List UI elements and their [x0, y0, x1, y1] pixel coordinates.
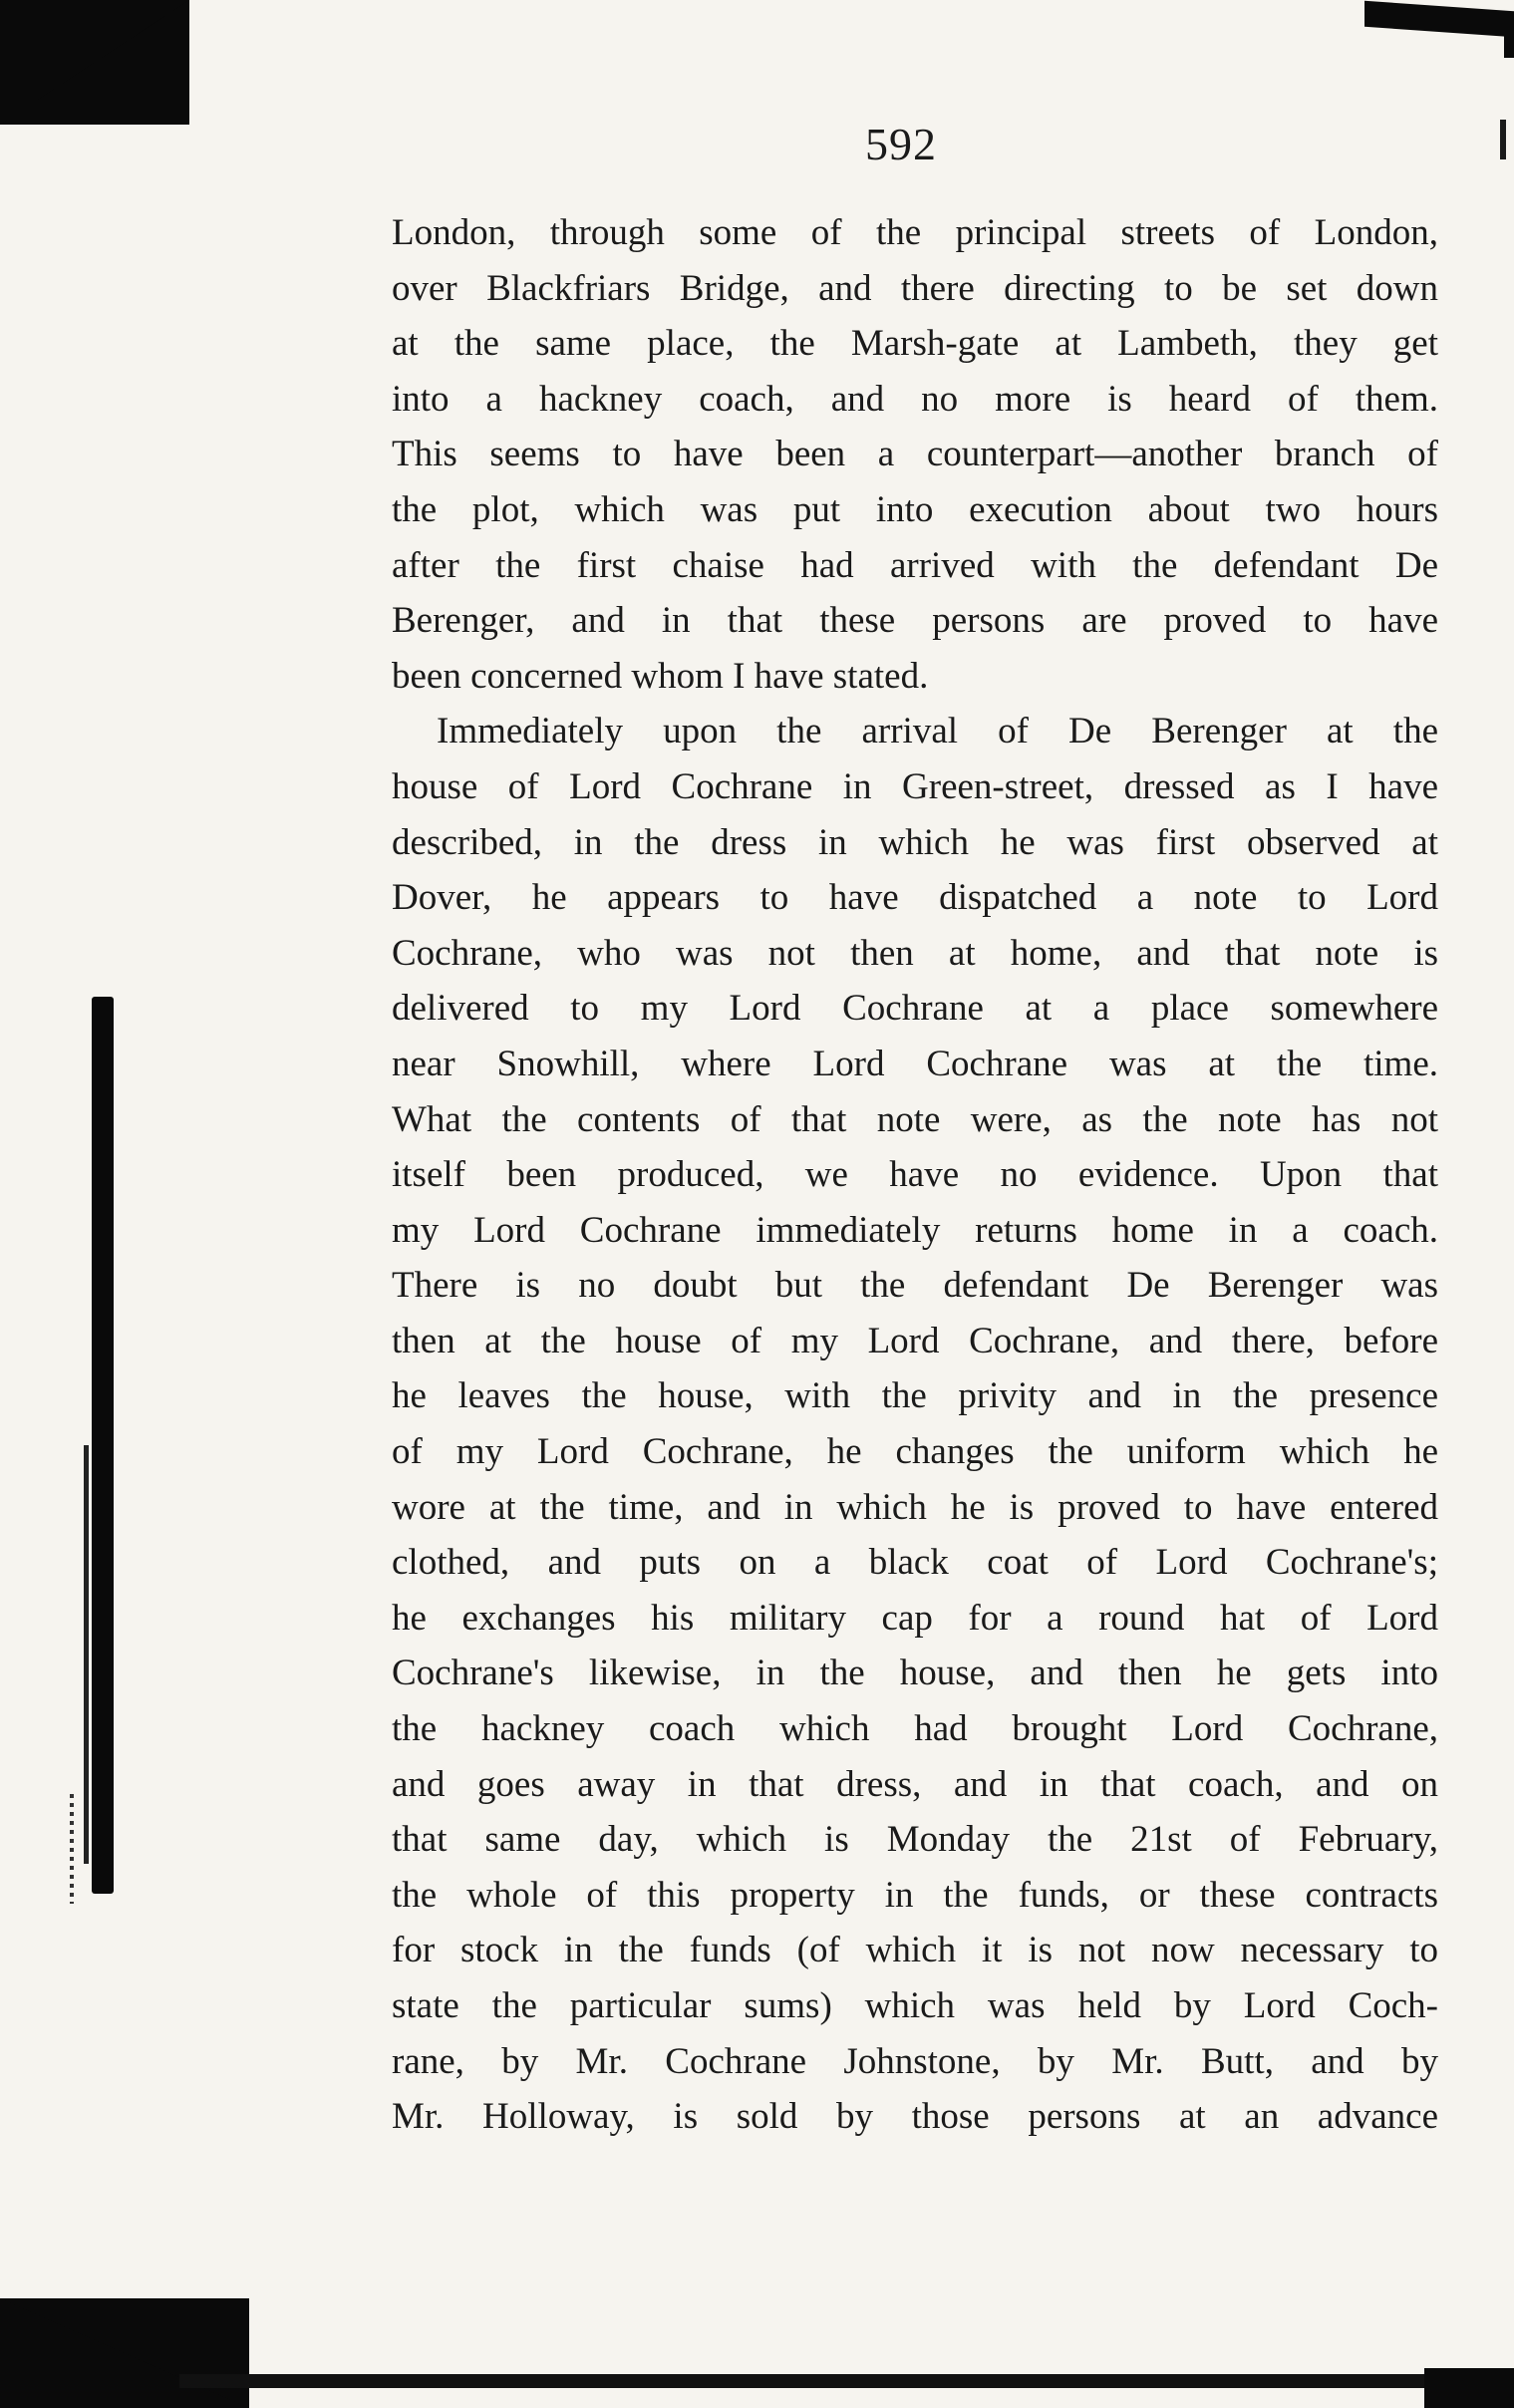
- scan-shadow-top-right-edge: [1504, 18, 1514, 58]
- text-line: house of Lord Cochrane in Green-street, dressed as I have: [392, 765, 1438, 807]
- text-line: clothed, and puts on a black coat of Lord Cochrane's;: [392, 1542, 1438, 1584]
- text-line: Dover, he appears to have dispatched a note to Lord: [392, 877, 1438, 919]
- scan-mark-right-edge: [1500, 120, 1506, 159]
- text-line: he exchanges his military cap for a round hat of Lord: [392, 1597, 1438, 1639]
- text-line: Mr. Holloway, is sold by those persons at an advance: [392, 2096, 1438, 2138]
- text-line: then at the house of my Lord Cochrane, and there, before: [392, 1320, 1438, 1361]
- text-line: delivered to my Lord Cochrane at a place somewhere: [392, 988, 1438, 1030]
- text-line: been concerned whom I have stated.: [392, 655, 929, 697]
- text-line: wore at the time, and in which he is proved to have entered: [392, 1486, 1438, 1528]
- text-line: near Snowhill, where Lord Cochrane was at the time.: [392, 1043, 1438, 1084]
- text-line: my Lord Cochrane immediately returns home in a coach.: [392, 1209, 1438, 1251]
- text-line: and goes away in that dress, and in that coach, and on: [392, 1763, 1438, 1805]
- text-line: There is no doubt but the defendant De Berenger was: [392, 1265, 1438, 1307]
- text-line: Berenger, and in that these persons are proved to have: [392, 600, 1438, 642]
- text-line: after the first chaise had arrived with the defendant De: [392, 544, 1438, 586]
- text-line: rane, by Mr. Cochrane Johnstone, by Mr. Butt, and by: [392, 2040, 1438, 2082]
- text-line: that same day, which is Monday the 21st of February,: [392, 1819, 1438, 1861]
- text-line: itself been produced, we have no evidence. Upon that: [392, 1154, 1438, 1196]
- body-text: [392, 205, 1438, 2145]
- text-line: London, through some of the principal streets of London,: [392, 212, 1438, 253]
- text-line: described, in the dress in which he was first observed at: [392, 821, 1438, 863]
- page-number: 592: [865, 119, 937, 169]
- text-line: the plot, which was put into execution about two hours: [392, 488, 1438, 530]
- text-line: state the particular sums) which was held by Lord Coch-: [392, 1985, 1438, 2026]
- text-line: of my Lord Cochrane, he changes the uniform which he: [392, 1431, 1438, 1473]
- scan-shadow-bottom-right: [1424, 2368, 1514, 2408]
- text-line: This seems to have been a counterpart—another branch of: [392, 434, 1438, 475]
- text-line: he leaves the house, with the privity and in the presence: [392, 1375, 1438, 1417]
- text-line: into a hackney coach, and no more is heard of them.: [392, 378, 1438, 420]
- binding-stitch-marks: [70, 1794, 74, 1904]
- scan-shadow-bottom-left: [0, 2298, 249, 2408]
- text-line: the whole of this property in the funds, or these contracts: [392, 1874, 1438, 1916]
- text-line: at the same place, the Marsh-gate at Lambeth, they get: [392, 323, 1438, 365]
- text-line: the hackney coach which had brought Lord Cochrane,: [392, 1708, 1438, 1750]
- text-line: What the contents of that note were, as the note has not: [392, 1098, 1438, 1140]
- scan-shadow-bottom-edge: [179, 2374, 1514, 2388]
- text-line: for stock in the funds (of which it is not now necessary to: [392, 1930, 1438, 1971]
- scan-shadow-top-left-edge: [0, 0, 38, 120]
- text-line: Cochrane, who was not then at home, and that note is: [392, 932, 1438, 974]
- text-line: Cochrane's likewise, in the house, and then he gets into: [392, 1653, 1438, 1694]
- text-line: over Blackfriars Bridge, and there directing to be set down: [392, 267, 1438, 309]
- binding-shadow-thin: [84, 1445, 89, 1864]
- binding-shadow: [92, 997, 114, 1894]
- text-line: Immediately upon the arrival of De Berenger at the: [437, 711, 1438, 752]
- scan-shadow-top-right: [1364, 1, 1514, 37]
